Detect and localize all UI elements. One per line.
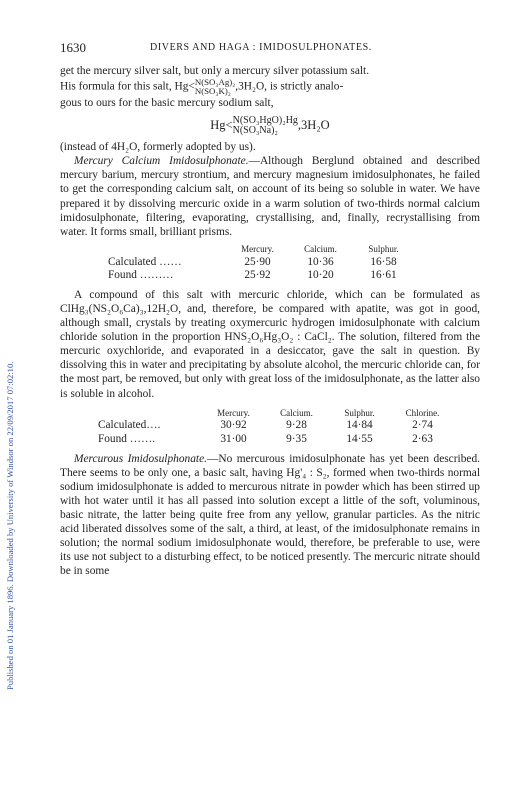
table-header: Mercury. (241, 243, 274, 254)
running-title: DIVERS AND HAGA : IMIDOSULPHONATES. (150, 42, 372, 53)
cell-value: 9·35 (286, 432, 307, 445)
page (60, 40, 480, 578)
row-label: Found ……… (108, 269, 174, 282)
download-notice (3, 100, 17, 690)
page-number: 1630 (60, 40, 86, 55)
intro-line-1: get the mercury silver salt, but only a mercury silver potassium salt. (60, 65, 370, 77)
cell-value: 16·61 (370, 269, 397, 282)
table-header: Mercury. (217, 407, 250, 418)
cell-value: 10·20 (307, 269, 334, 282)
formula-lead: Hg< (210, 118, 233, 133)
table-header-row (98, 407, 454, 419)
paragraph-chloride-compound: A compound of this salt with mercuric chloride, which can be formulated as ClHg₃(NS₂O₆Ca)₃,12H₂O, and, therefore, be compared with apatite, was got in good, although small, crystals by treating oxymercuric hydrogen imidosulphonate with calcium chloride solution in the proportion HNS₂O₆Hg₃O₂ : CaCl₂. The solution, filtered from the mercuric oxychloride, and evaporated in a desiccator, gave the salt in question. By dissolving this in water and precipitating by absolute alcohol, the mercuric chloride can, for the most part, be removed, but only with great loss of the imidosulphonate, as the latter also is soluble in alcohol. (60, 288, 480, 400)
cell-value: 14·55 (346, 432, 373, 445)
formula-num: N(SO₃HgO)₂Hg (232, 115, 298, 127)
paragraph-mercury-calcium (60, 154, 480, 239)
analysis-table-1 (108, 243, 415, 282)
row-label: Found ……. (98, 432, 156, 445)
table-header: Calcium. (280, 407, 313, 418)
section-title-mercurous: Mercurous Imidosulphonate. (74, 452, 207, 465)
table-header: Chlorine. (405, 407, 440, 418)
table-row (108, 255, 415, 269)
table-row (98, 432, 454, 446)
formula-stack (233, 116, 298, 136)
row-label: Calculated …… (108, 255, 182, 268)
running-header (60, 40, 480, 58)
cell-value: 25·92 (244, 269, 271, 282)
cell-value: 25·90 (244, 255, 271, 268)
table-header: Calcium. (304, 243, 337, 254)
cell-value: 2·74 (412, 419, 433, 432)
table-header: Sulphur. (344, 407, 375, 418)
cell-value: 14·84 (346, 419, 373, 432)
mercury-calcium-text: —Although Berglund obtained and described mercury barium, mercury strontium, and mercury magnesium imidosulphonates, he failed to get the corresponding calcium salt, on account of its being so soluble in water. We have prepared it by dissolving mercuric oxide in a warm solution of two-thirds normal calcium imidosulphonate, filtering, evaporating, crystallising, and, finally, recrystallising from water. It forms small, brilliant prisms. (60, 155, 480, 238)
cell-value: 31·00 (220, 432, 247, 445)
analysis-table-2 (98, 407, 454, 446)
inline-formula-den: N(SO₃K)₂ (194, 86, 231, 97)
formula-den: N(SO₃Na)₂ (232, 125, 278, 137)
inline-formula-num: N(SO₃Ag)₂ (194, 77, 236, 88)
mercurous-text: —No mercurous imidosulphonate has yet been described. There seems to be only one, a basic salt, having Hg'₄ : S₂, formed when two-thirds normal sodium imidosulphonate is added to mercurous nitrate in powder which has been stirred up with hot water until it has all passed into solution except a little of the soft, voluminous, basic nitrate, the latter being quite free from any yellow, granular particles. As the nitric acid liberated dissolves some of the salt, a third, at least, of the imidosulphonate remains in solution; the normal sodium imidosulphonate would, therefore, be preferable to use, were its use not subject to a disturbing effect, to be noticed presently. The mercuric nitrate should be in some (60, 452, 480, 578)
table-row (98, 419, 454, 433)
row-label: Calculated…. (98, 419, 161, 432)
inline-formula-stack (195, 78, 235, 96)
cell-value: 2·63 (412, 432, 433, 445)
cell-value: 16·58 (370, 255, 397, 268)
table-row (108, 268, 415, 282)
intro-formula-post: ,3H₂O, is strictly analo- (235, 80, 344, 93)
display-formula (60, 112, 480, 138)
paragraph-intro (60, 64, 480, 110)
paragraph-instead: (instead of 4H₂O, formerly adopted by us). (60, 141, 256, 154)
download-notice-text: Published on 01 January 1896. Downloaded by University of Windsor on 22/09/2017 07:02:10. (5, 361, 15, 690)
cell-value: 9·28 (286, 419, 307, 432)
intro-formula-pre: His formula for this salt, Hg< (60, 80, 195, 93)
table-header-row (108, 243, 415, 255)
cell-value: 10·36 (307, 255, 334, 268)
paragraph-mercurous (60, 452, 480, 579)
formula-tail: ,3H₂O (297, 118, 330, 133)
table-header: Sulphur. (368, 243, 399, 254)
section-title-mercury-calcium: Mercury Calcium Imidosulphonate. (74, 155, 249, 168)
cell-value: 30·92 (220, 419, 247, 432)
intro-line-3: gous to ours for the basic mercury sodium salt, (60, 97, 274, 110)
